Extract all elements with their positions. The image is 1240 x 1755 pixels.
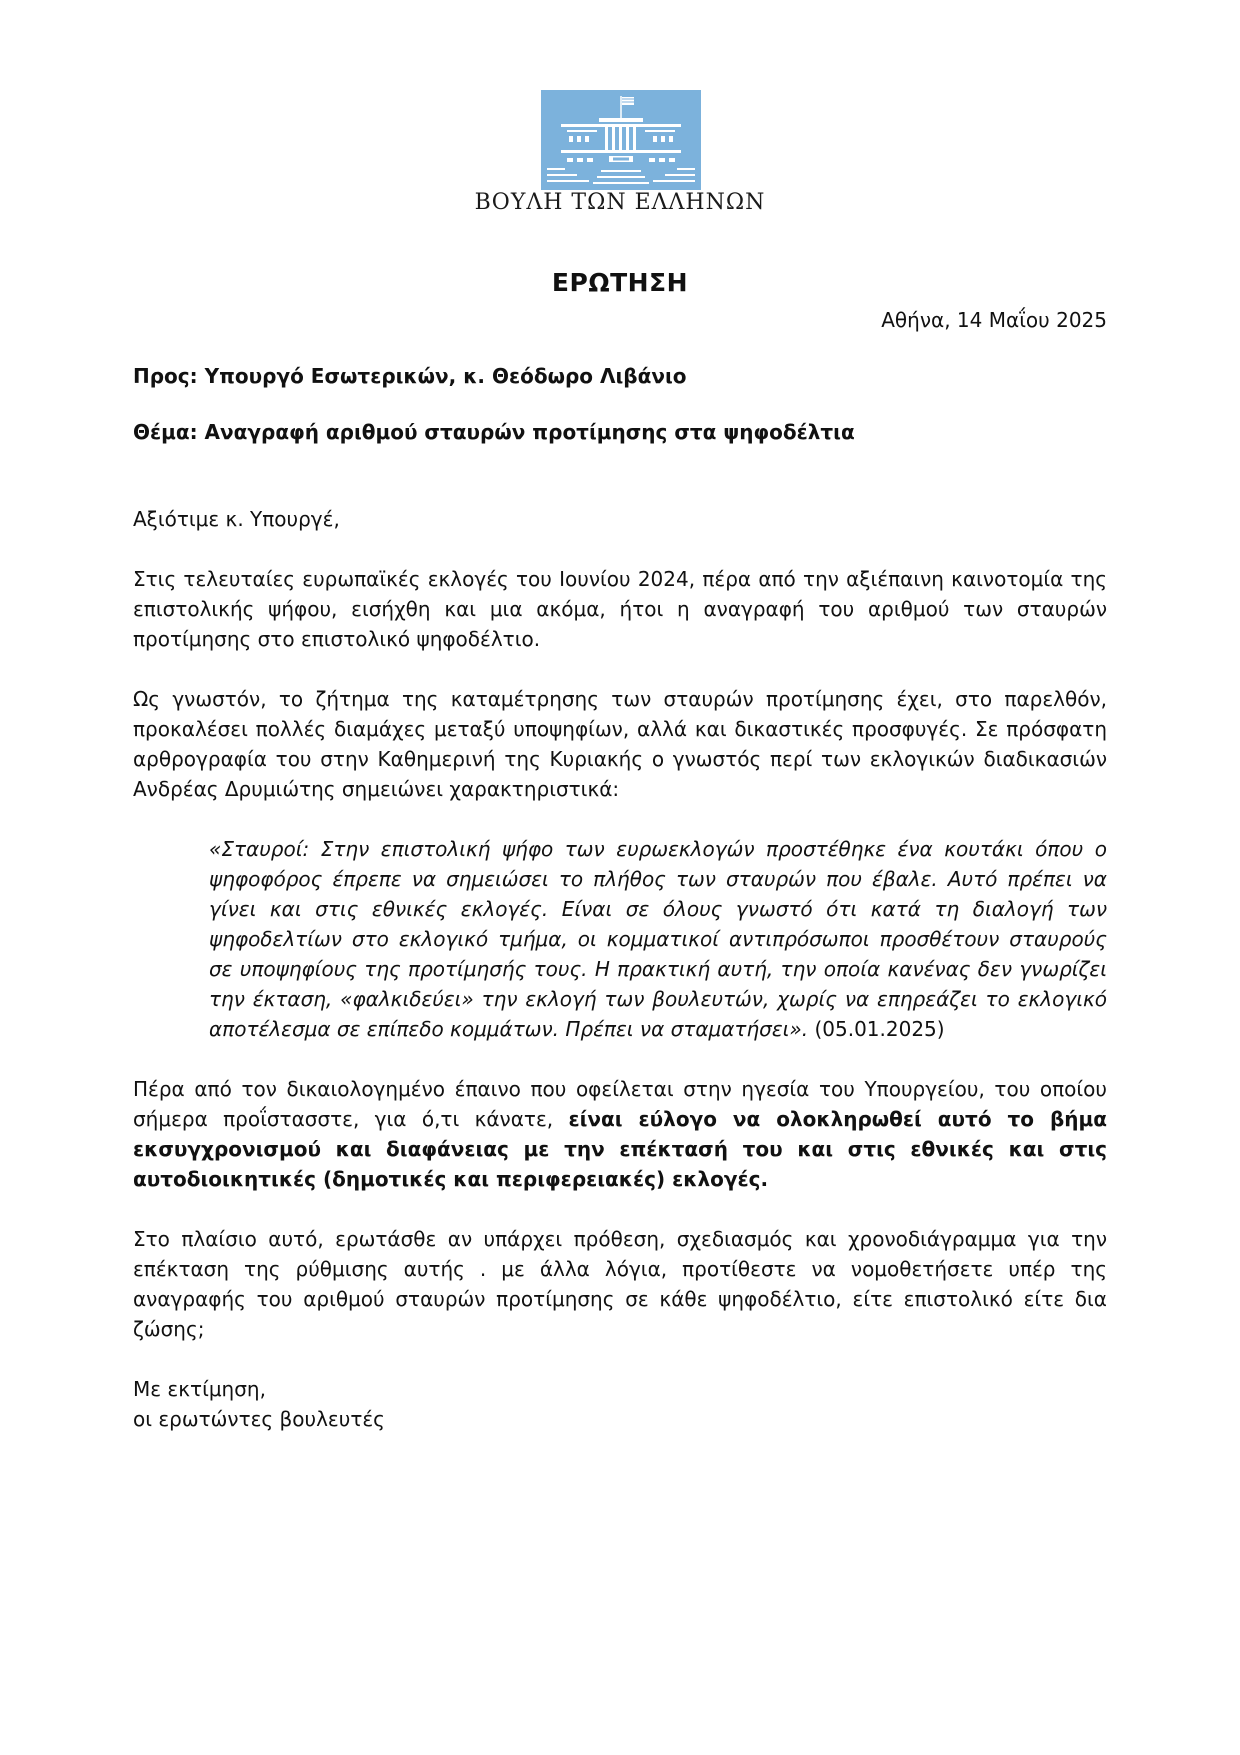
quote-date: (05.01.2025) [814, 1017, 945, 1041]
paragraph-3 [133, 1074, 1107, 1194]
letter-body [133, 504, 1107, 1434]
paragraph-4: Στο πλαίσιο αυτό, ερωτάσθε αν υπάρχει πρόθεση, σχεδιασμός και χρονοδιάγραμμα για την επέκταση της ρύθμισης αυτής . με άλλα λόγια, προτίθεστε να νομοθετήσετε υπέρ της αναγραφής του αριθμού σταυρών προτίμησης σε κάθε ψηφοδέλτιο, είτε επιστολικό είτε δια ζώσης; [133, 1227, 1107, 1341]
paragraph-3-bold: είναι εύλογο να ολοκληρωθεί αυτό το βήμα εκσυγχρονισμού και διαφάνειας με την επέκτασή του και στις εθνικές και στις αυτοδιοικητικές (δημοτικές και περιφερειακές) εκλογές. [133, 1107, 1108, 1191]
paragraph-1: Στις τελευταίες ευρωπαϊκές εκλογές του Ιουνίου 2024, πέρα από την αξιέπαινη καινοτομία της επιστολικής ψήφου, εισήχθη και μια ακόμα, ήτοι η αναγραφή του αριθμού των σταυρών προτίμησης στο επιστολικό ψηφοδέλτιο. [133, 567, 1107, 651]
document-date: Αθήνα, 14 Μαΐου 2025 [881, 308, 1107, 332]
paragraph-3-plain: Πέρα από τον δικαιολογημένο έπαινο που οφείλεται στην ηγεσία του Υπουργείου, του οποίου σήμερα προΐστασστε, για ό,τι κάνατε, [133, 1077, 1107, 1131]
subject-line: Θέμα: Αναγραφή αριθμού σταυρών προτίμησης στα ψηφοδέλτια [133, 420, 855, 444]
quote-block [209, 834, 1107, 1044]
document-title: ΕΡΩΤΗΣΗ [551, 268, 689, 297]
parliament-logo [541, 90, 701, 190]
quote-text: «Σταυροί: Στην επιστολική ψήφο των ευρωεκλογών προστέθηκε ένα κουτάκι όπου ο ψηφοφόρος έπρεπε να σημειώσει το πλήθος των σταυρών που έβαλε. Αυτό πρέπει να γίνει και στις εθνικές εκλογές. Είναι σε όλους γνωστό ότι κατά τη διαλογή των ψηφοδελτίων στο εκλογικό τμήμα, οι κομματικοί αντιπρόσωποι προσθέτουν σταυρούς σε υποψηφίους της προτίμησής τους. Η πρακτική αυτή, την οποία κανένας δεν γνωρίζει την έκταση, «φαλκιδεύει» την εκλογή των βουλευτών, χωρίς να επηρεάζει το εκλογικό αποτέλεσμα σε επίπεδο κομμάτων. Πρέπει να σταματήσει». [209, 837, 1107, 1041]
signature: οι ερωτώντες βουλευτές [133, 1407, 385, 1431]
salutation: Αξιότιμε κ. Υπουργέ, [133, 507, 340, 531]
parliament-name: ΒΟΥΛΗ ΤΩΝ ΕΛΛΗΝΩΝ [474, 190, 766, 215]
paragraph-2: Ως γνωστόν, το ζήτημα της καταμέτρησης των σταυρών προτίμησης έχει, στο παρελθόν, προκαλέσει πολλές διαμάχες μεταξύ υποψηφίων, αλλά και δικαστικές προσφυγές. Σε πρόσφατη αρθρογραφία του στην Καθημερινή της Κυριακής ο γνωστός περί των εκλογικών διαδικασιών Ανδρέας Δρυμιώτης σημειώνει χαρακτηριστικά: [133, 687, 1107, 801]
recipient-line: Προς: Υπουργό Εσωτερικών, κ. Θεόδωρο Λιβάνιο [133, 364, 687, 388]
closing: Με εκτίμηση, [133, 1377, 266, 1401]
